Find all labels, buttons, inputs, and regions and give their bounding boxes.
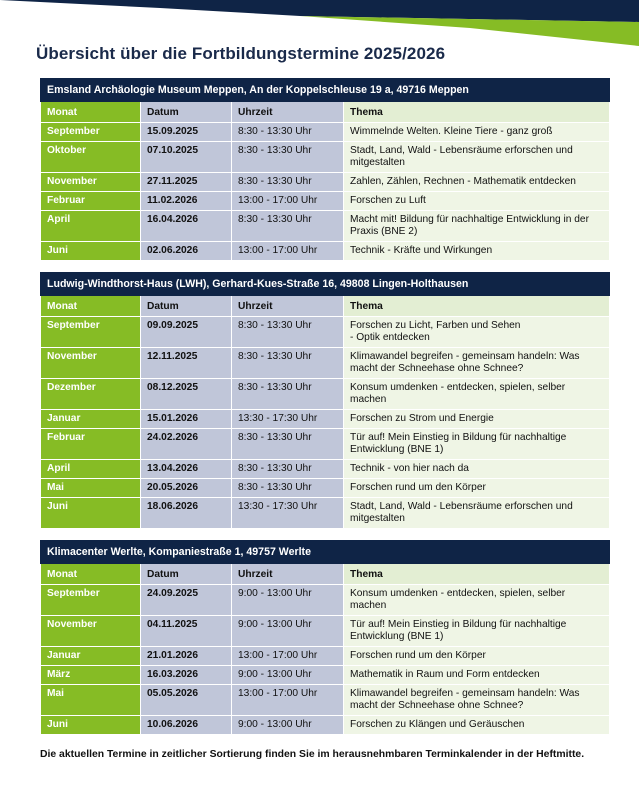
- header-banner: [0, 0, 639, 48]
- header-datum: Datum: [141, 296, 232, 317]
- column-header-row: [41, 102, 610, 123]
- cell-thema: Forschen rund um den Körper: [344, 479, 610, 498]
- cell-monat: September: [41, 123, 141, 142]
- schedule-row: [41, 716, 610, 735]
- schedule-row: [41, 479, 610, 498]
- schedule-row: [41, 666, 610, 685]
- cell-thema: Klimawandel begreifen - gemeinsam handeln: Was macht der Schneehase ohne Schnee?: [344, 348, 610, 379]
- cell-monat: Februar: [41, 192, 141, 211]
- cell-thema: Stadt, Land, Wald - Lebensräume erforschen und mitgestalten: [344, 142, 610, 173]
- cell-monat: April: [41, 211, 141, 242]
- schedule-row: [41, 142, 610, 173]
- header-monat: Monat: [41, 296, 141, 317]
- cell-uhrzeit: 8:30 - 13:30 Uhr: [232, 379, 344, 410]
- schedule-row: [41, 173, 610, 192]
- cell-uhrzeit: 8:30 - 13:30 Uhr: [232, 348, 344, 379]
- schedule-row: [41, 647, 610, 666]
- schedule-row: [41, 348, 610, 379]
- schedule-table-lingen: [40, 272, 610, 529]
- cell-monat: Januar: [41, 647, 141, 666]
- header-uhrzeit: Uhrzeit: [232, 564, 344, 585]
- cell-uhrzeit: 8:30 - 13:30 Uhr: [232, 211, 344, 242]
- cell-uhrzeit: 13:00 - 17:00 Uhr: [232, 685, 344, 716]
- schedule-row: [41, 460, 610, 479]
- cell-monat: September: [41, 585, 141, 616]
- location-name: Klimacenter Werlte, Kompaniestraße 1, 49757 Werlte: [41, 541, 610, 564]
- cell-thema: Forschen zu Licht, Farben und Sehen - Optik entdecken: [344, 317, 610, 348]
- cell-datum: 16.04.2026: [141, 211, 232, 242]
- cell-thema: Forschen rund um den Körper: [344, 647, 610, 666]
- cell-uhrzeit: 8:30 - 13:30 Uhr: [232, 173, 344, 192]
- cell-monat: Juni: [41, 498, 141, 529]
- cell-monat: April: [41, 460, 141, 479]
- cell-datum: 27.11.2025: [141, 173, 232, 192]
- cell-monat: Mai: [41, 479, 141, 498]
- location-name: Emsland Archäologie Museum Meppen, An der Koppelschleuse 19 a, 49716 Meppen: [41, 79, 610, 102]
- cell-datum: 13.04.2026: [141, 460, 232, 479]
- cell-datum: 16.03.2026: [141, 666, 232, 685]
- header-thema: Thema: [344, 296, 610, 317]
- cell-datum: 05.05.2026: [141, 685, 232, 716]
- cell-datum: 07.10.2025: [141, 142, 232, 173]
- cell-thema: Zahlen, Zählen, Rechnen - Mathematik entdecken: [344, 173, 610, 192]
- banner-navy-stripe: [0, 0, 639, 22]
- column-header-row: [41, 296, 610, 317]
- cell-uhrzeit: 9:00 - 13:00 Uhr: [232, 585, 344, 616]
- cell-thema: Konsum umdenken - entdecken, spielen, selber machen: [344, 379, 610, 410]
- cell-monat: Oktober: [41, 142, 141, 173]
- page-title: Übersicht über die Fortbildungstermine 2025/2026: [36, 44, 446, 63]
- cell-thema: Tür auf! Mein Einstieg in Bildung für nachhaltige Entwicklung (BNE 1): [344, 429, 610, 460]
- cell-datum: 15.09.2025: [141, 123, 232, 142]
- schedule-row: [41, 498, 610, 529]
- location-row: [41, 79, 610, 102]
- cell-datum: 02.06.2026: [141, 242, 232, 261]
- schedule-row: [41, 685, 610, 716]
- cell-monat: September: [41, 317, 141, 348]
- schedule-row: [41, 317, 610, 348]
- schedule-row: [41, 192, 610, 211]
- cell-thema: Macht mit! Bildung für nachhaltige Entwicklung in der Praxis (BNE 2): [344, 211, 610, 242]
- cell-thema: Tür auf! Mein Einstieg in Bildung für nachhaltige Entwicklung (BNE 1): [344, 616, 610, 647]
- schedule-table-meppen: [40, 78, 610, 261]
- cell-datum: 24.02.2026: [141, 429, 232, 460]
- cell-datum: 12.11.2025: [141, 348, 232, 379]
- cell-monat: März: [41, 666, 141, 685]
- cell-datum: 21.01.2026: [141, 647, 232, 666]
- cell-monat: Februar: [41, 429, 141, 460]
- cell-uhrzeit: 8:30 - 13:30 Uhr: [232, 429, 344, 460]
- cell-thema: Wimmelnde Welten. Kleine Tiere - ganz groß: [344, 123, 610, 142]
- cell-datum: 15.01.2026: [141, 410, 232, 429]
- cell-uhrzeit: 13:00 - 17:00 Uhr: [232, 192, 344, 211]
- schedule-row: [41, 211, 610, 242]
- cell-thema: Mathematik in Raum und Form entdecken: [344, 666, 610, 685]
- cell-uhrzeit: 9:00 - 13:00 Uhr: [232, 716, 344, 735]
- cell-monat: Dezember: [41, 379, 141, 410]
- cell-datum: 04.11.2025: [141, 616, 232, 647]
- cell-datum: 09.09.2025: [141, 317, 232, 348]
- cell-uhrzeit: 9:00 - 13:00 Uhr: [232, 666, 344, 685]
- column-header-row: [41, 564, 610, 585]
- schedule-row: [41, 379, 610, 410]
- cell-thema: Klimawandel begreifen - gemeinsam handeln: Was macht der Schneehase ohne Schnee?: [344, 685, 610, 716]
- header-datum: Datum: [141, 102, 232, 123]
- cell-datum: 18.06.2026: [141, 498, 232, 529]
- location-name: Ludwig-Windthorst-Haus (LWH), Gerhard-Kues-Straße 16, 49808 Lingen-Holthausen: [41, 273, 610, 296]
- cell-monat: November: [41, 616, 141, 647]
- schedule-table-werlte: [40, 540, 610, 735]
- location-row: [41, 541, 610, 564]
- cell-uhrzeit: 13:30 - 17:30 Uhr: [232, 498, 344, 529]
- header-datum: Datum: [141, 564, 232, 585]
- cell-thema: Forschen zu Luft: [344, 192, 610, 211]
- cell-datum: 11.02.2026: [141, 192, 232, 211]
- schedule-row: [41, 616, 610, 647]
- schedule-row: [41, 123, 610, 142]
- cell-thema: Technik - von hier nach da: [344, 460, 610, 479]
- cell-uhrzeit: 8:30 - 13:30 Uhr: [232, 123, 344, 142]
- cell-thema: Stadt, Land, Wald - Lebensräume erforschen und mitgestalten: [344, 498, 610, 529]
- header-thema: Thema: [344, 102, 610, 123]
- cell-monat: Mai: [41, 685, 141, 716]
- cell-uhrzeit: 8:30 - 13:30 Uhr: [232, 479, 344, 498]
- header-monat: Monat: [41, 564, 141, 585]
- cell-thema: Forschen zu Klängen und Geräuschen: [344, 716, 610, 735]
- cell-datum: 24.09.2025: [141, 585, 232, 616]
- cell-thema: Konsum umdenken - entdecken, spielen, selber machen: [344, 585, 610, 616]
- schedule-row: [41, 410, 610, 429]
- location-row: [41, 273, 610, 296]
- footer-note: Die aktuellen Termine in zeitlicher Sortierung finden Sie im herausnehmbaren Terminkalender in der Heftmitte.: [40, 749, 585, 760]
- cell-datum: 10.06.2026: [141, 716, 232, 735]
- cell-uhrzeit: 8:30 - 13:30 Uhr: [232, 317, 344, 348]
- header-uhrzeit: Uhrzeit: [232, 296, 344, 317]
- schedule-row: [41, 429, 610, 460]
- cell-uhrzeit: 13:00 - 17:00 Uhr: [232, 242, 344, 261]
- cell-thema: Technik - Kräfte und Wirkungen: [344, 242, 610, 261]
- cell-monat: November: [41, 348, 141, 379]
- cell-datum: 20.05.2026: [141, 479, 232, 498]
- cell-uhrzeit: 8:30 - 13:30 Uhr: [232, 142, 344, 173]
- cell-uhrzeit: 8:30 - 13:30 Uhr: [232, 460, 344, 479]
- cell-monat: Januar: [41, 410, 141, 429]
- cell-uhrzeit: 9:00 - 13:00 Uhr: [232, 616, 344, 647]
- header-uhrzeit: Uhrzeit: [232, 102, 344, 123]
- schedule-row: [41, 242, 610, 261]
- cell-thema: Forschen zu Strom und Energie: [344, 410, 610, 429]
- cell-datum: 08.12.2025: [141, 379, 232, 410]
- header-thema: Thema: [344, 564, 610, 585]
- cell-uhrzeit: 13:30 - 17:30 Uhr: [232, 410, 344, 429]
- header-monat: Monat: [41, 102, 141, 123]
- cell-monat: Juni: [41, 242, 141, 261]
- schedule-row: [41, 585, 610, 616]
- cell-uhrzeit: 13:00 - 17:00 Uhr: [232, 647, 344, 666]
- cell-monat: Juni: [41, 716, 141, 735]
- cell-monat: November: [41, 173, 141, 192]
